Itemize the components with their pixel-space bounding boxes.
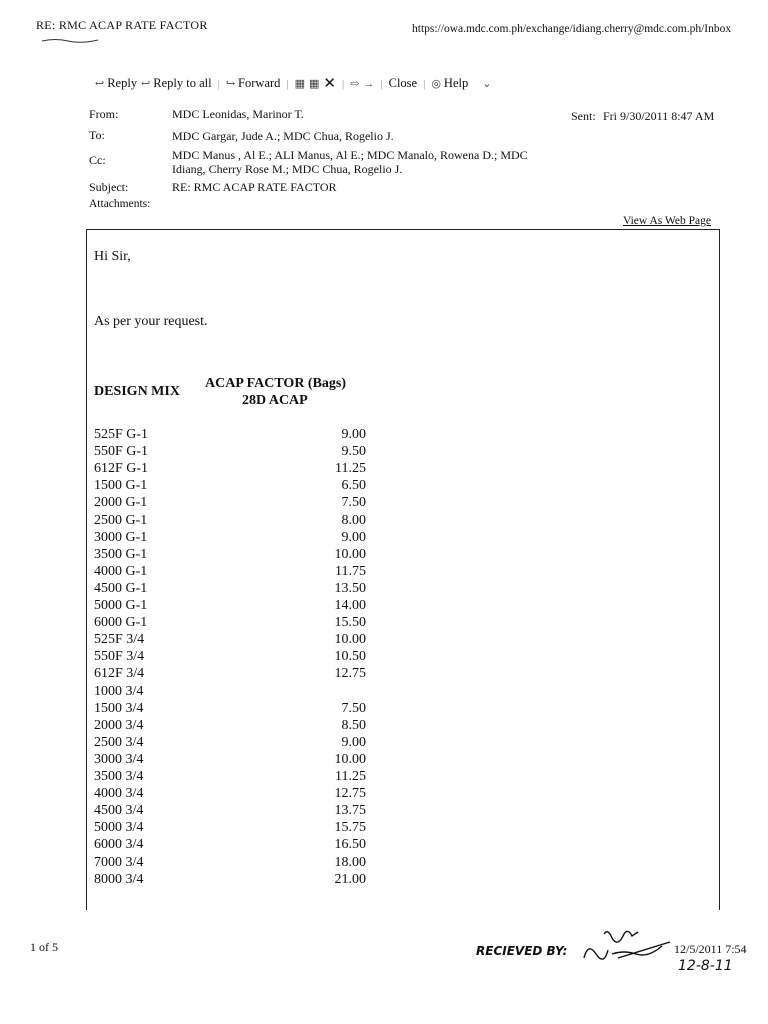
acap-factor-cell: 14.00	[334, 598, 366, 613]
acap-factor-cell: 15.75	[334, 820, 366, 835]
acap-factor-cell: 10.00	[334, 632, 366, 647]
design-mix-header: DESIGN MIX	[94, 384, 180, 399]
close-button[interactable]: Close	[388, 76, 418, 90]
sent-value: Fri 9/30/2011 8:47 AM	[603, 109, 715, 123]
cc-value-line1: MDC Manus , Al E.; ALI Manus, Al E.; MDC Manalo, Rowena D.; MDC	[172, 148, 528, 162]
acap-factor-cell: 11.25	[335, 769, 366, 784]
28d-acap-header: 28D ACAP	[242, 393, 308, 408]
acap-factor-header: ACAP FACTOR (Bags)	[205, 376, 347, 391]
page-url: https://owa.mdc.com.ph/exchange/idiang.cherry@mdc.com.ph/Inbox	[412, 23, 732, 35]
reply-button[interactable]: ↩ Reply	[95, 76, 138, 90]
help-button[interactable]: ◎ Help	[431, 76, 469, 90]
acap-factor-cell: 12.75	[334, 666, 366, 681]
acap-factor-cell: 9.00	[341, 735, 366, 750]
acap-factor-cell: 7.50	[341, 701, 366, 716]
to-label: To:	[89, 128, 105, 142]
acap-factor-cell: 13.50	[334, 581, 366, 596]
design-mix-cell: 8000 3/4	[94, 872, 144, 887]
copy-folder-icon: ▦	[309, 78, 320, 90]
acap-factor-cell: 10.00	[334, 547, 366, 562]
next-arrow-icon: →	[363, 77, 375, 90]
toolbar-divider: |	[217, 77, 220, 90]
reply-all-button[interactable]: ↩ Reply to all	[141, 76, 212, 90]
design-mix-cell: 2500 G-1	[94, 513, 148, 528]
acap-factor-cell: 8.50	[341, 718, 366, 733]
design-mix-cell: 550F G-1	[94, 444, 149, 459]
handwritten-date: 12-8-11	[678, 958, 733, 974]
sent-label: Sent:	[571, 109, 596, 123]
design-mix-cell: 4500 G-1	[94, 581, 148, 596]
from-label: From:	[89, 107, 119, 121]
design-mix-cell: 4000 3/4	[94, 786, 144, 801]
from-value: MDC Leonidas, Marinor T.	[172, 107, 304, 121]
page-number: 1 of 5	[30, 940, 58, 954]
message-body-frame	[86, 229, 720, 910]
acap-factor-cell: 21.00	[334, 872, 366, 887]
acap-factor-cell: 11.25	[335, 461, 366, 476]
design-mix-cell: 525F G-1	[94, 427, 149, 442]
design-mix-cell: 1500 G-1	[94, 478, 148, 493]
design-mix-cell: 3500 G-1	[94, 547, 148, 562]
delete-button[interactable]	[323, 74, 336, 93]
acap-factor-cell: 10.50	[334, 649, 366, 664]
cc-label: Cc:	[89, 153, 106, 167]
next-item-button[interactable]	[363, 78, 374, 90]
toolbar-divider: |	[342, 77, 345, 90]
acap-factor-cell: 9.50	[341, 444, 366, 459]
previous-arrow-icon: ⇨	[350, 78, 360, 90]
acap-factor-cell: 8.00	[341, 513, 366, 528]
greeting-text: Hi Sir,	[94, 249, 131, 264]
acap-factor-cell: 12.75	[334, 786, 366, 801]
cc-value-line2: Idiang, Cherry Rose M.; MDC Chua, Rogelio J.	[172, 162, 403, 176]
delete-icon: ✕	[323, 76, 336, 92]
acap-factor-cell: 9.00	[341, 530, 366, 545]
forward-button[interactable]: ↪ Forward	[225, 76, 281, 90]
design-mix-cell: 612F 3/4	[94, 666, 145, 681]
print-datetime: 12/5/2011 7:54	[674, 942, 747, 956]
design-mix-cell: 550F 3/4	[94, 649, 145, 664]
design-mix-cell: 6000 3/4	[94, 837, 144, 852]
view-as-web-page-link[interactable]: View As Web Page	[623, 215, 711, 227]
move-button[interactable]	[295, 77, 305, 90]
acap-factor-cell: 9.00	[341, 427, 366, 442]
document-title: RE: RMC ACAP RATE FACTOR	[36, 18, 208, 32]
acap-factor-cell: 7.50	[341, 495, 366, 510]
design-mix-cell: 4500 3/4	[94, 803, 144, 818]
design-mix-cell: 3000 3/4	[94, 752, 144, 767]
toolbar-divider: |	[286, 77, 289, 90]
move-folder-icon: ▦	[294, 78, 306, 90]
acap-factor-cell: 16.50	[334, 837, 366, 852]
design-mix-cell: 525F 3/4	[94, 632, 145, 647]
toolbar-divider: |	[423, 77, 426, 90]
design-mix-cell: 3500 3/4	[94, 769, 144, 784]
acap-factor-cell: 10.00	[334, 752, 366, 767]
forward-icon: ↪	[225, 78, 236, 90]
reply-icon: ↩	[95, 78, 105, 90]
copy-button[interactable]	[309, 77, 319, 90]
subject-label: Subject:	[89, 180, 129, 194]
design-mix-cell: 1000 3/4	[94, 684, 144, 699]
design-mix-cell: 2500 3/4	[94, 735, 144, 750]
attachments-label: Attachments:	[89, 198, 151, 210]
help-icon: ◎	[431, 78, 441, 90]
acap-factor-cell: 15.50	[334, 615, 366, 630]
scribble-mark	[40, 36, 102, 44]
dropdown-icon[interactable]: ⌄	[482, 78, 492, 90]
design-mix-cell: 7000 3/4	[94, 855, 144, 870]
acap-factor-cell: 11.75	[335, 564, 366, 579]
handwritten-received-note: RECIEVED BY:	[476, 944, 568, 958]
design-mix-cell: 6000 G-1	[94, 615, 148, 630]
request-text: As per your request.	[94, 314, 208, 329]
reply-all-icon: ↩	[141, 78, 151, 90]
subject-value: RE: RMC ACAP RATE FACTOR	[172, 180, 337, 194]
design-mix-cell: 612F G-1	[94, 461, 149, 476]
email-toolbar	[95, 74, 491, 93]
design-mix-cell: 2000 G-1	[94, 495, 148, 510]
toolbar-divider: |	[380, 77, 383, 90]
previous-item-button[interactable]	[350, 77, 359, 90]
design-mix-cell: 1500 3/4	[94, 701, 144, 716]
acap-factor-cell: 13.75	[334, 803, 366, 818]
design-mix-cell: 3000 G-1	[94, 530, 148, 545]
design-mix-cell: 2000 3/4	[94, 718, 144, 733]
acap-factor-cell: 6.50	[341, 478, 366, 493]
design-mix-cell: 4000 G-1	[94, 564, 148, 579]
to-value: MDC Gargar, Jude A.; MDC Chua, Rogelio J.	[172, 129, 394, 143]
acap-factor-cell: 18.00	[334, 855, 366, 870]
design-mix-cell: 5000 3/4	[94, 820, 144, 835]
handwritten-signature	[578, 924, 678, 968]
design-mix-cell: 5000 G-1	[94, 598, 148, 613]
